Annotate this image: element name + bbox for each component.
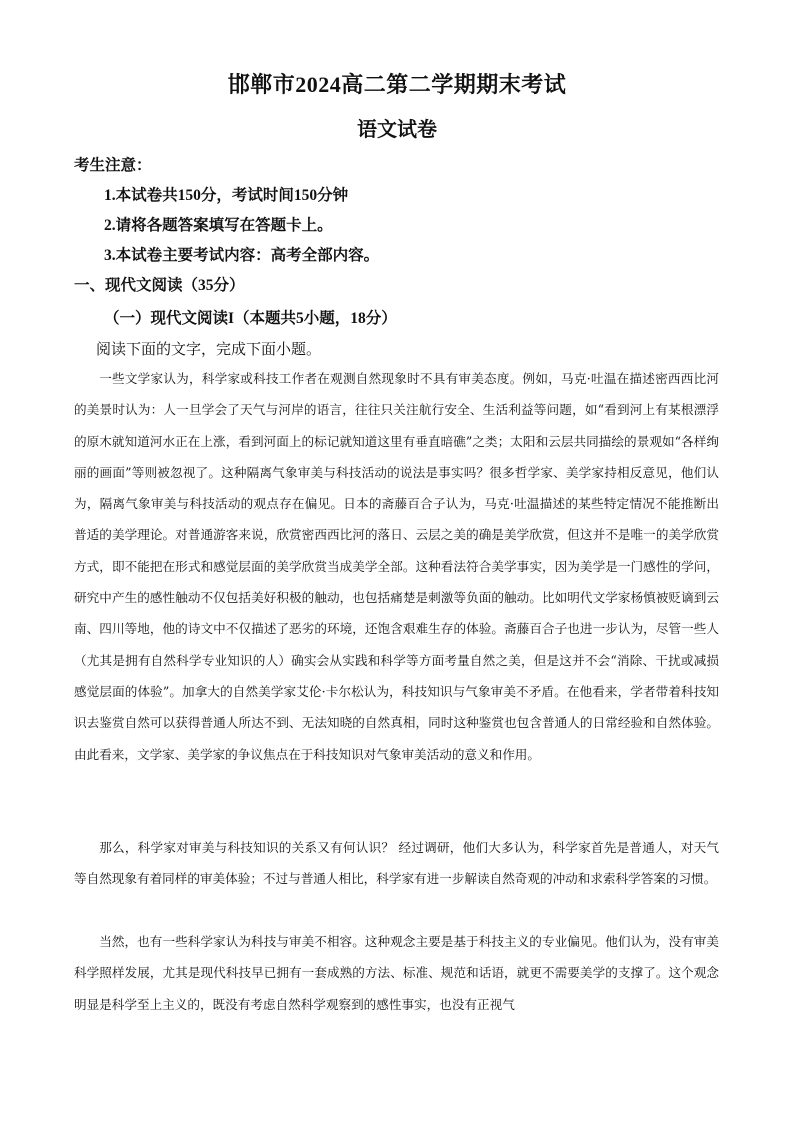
- article-paragraph-3: 当然，也有一些科学家认为科技与审美不相容。这种观念主要是基于科技主义的专业偏见。他们认为，没有审美科学照样发展，尤其是现代科技早已拥有一套成熟的方法、标准、规范和话语，就更不需要美学的支撑了。这个观念明显是科学至上主义的，既没有考虑自然科学观察到的感性事实，也没有正视气: [74, 934, 719, 1012]
- section-heading: 一、现代文阅读（35分）: [74, 277, 245, 294]
- notice-heading: 考生注意：: [74, 157, 152, 174]
- exam-title: 邯郸市2024高二第二学期期末考试: [227, 72, 567, 97]
- section-subheading: （一）现代文阅读I（本题共5小题，18分）: [104, 310, 397, 327]
- reading-instruction: 阅读下面的文字，完成下面小题。: [96, 342, 322, 358]
- notice-item-3: 3.本试卷主要考试内容：高考全部内容。: [104, 247, 380, 264]
- article-paragraph-2: 那么，科学家对审美与科技知识的关系又有何认识？ 经过调研，他们大多认为，科学家首先是普通人，对天气等自然现象有着同样的审美体验；不过与普通人相比，科学家有进一步解读自然奇观的冲动和求索科学答案的习惯。: [74, 840, 719, 887]
- notice-item-1: 1.本试卷共150分，考试时间150分钟: [104, 187, 349, 204]
- exam-subtitle: 语文试卷: [357, 119, 437, 141]
- article-paragraph-1: 一些文学家认为，科学家或科技工作者在观测自然现象时不具有审美态度。例如，马克·吐温在描述密西西比河的美景时认为：人一旦学会了天气与河岸的语言，往往只关注航行安全、生活利益等问题，如“看到河上有某根漂浮的原木就知道河水正在上涨，看到河面上的标记就知道这里有垂直暗礁”之类；太阳和云层共同描绘的景观如“各样绚丽的画面”等则被忽视了。这种隔离气象审美与科技活动的说法是事实吗？很多哲学家、美学家持相反意见，他们认为，隔离气象审美与科技活动的观点存在偏见。日本的斋藤百合子认为，马克·吐温描述的某些特定情况不能推断出普适的美学理论。对普通游客来说，欣赏密西西比河的落日、云层之美的确是美学欣赏，但这并不是唯一的美学欣赏方式，即不能把在形式和感觉层面的美学欣赏当成美学全部。这种看法符合美学事实，因为美学是一门感性的学问，研究中产生的感性触动不仅包括美好积极的触动，也包括痛楚是刺激等负面的触动。比如明代文学家杨慎被贬谪到云南、四川等地，他的诗文中不仅描述了恶劣的环境，还饱含艰难生存的体验。斋藤百合子也进一步认为，尽管一些人（尤其是拥有自然科学专业知识的人）确实会从实践和科学等方面考量自然之美，但是这并不会“消除、干扰或减损感觉层面的体验”。加拿大的自然美学家艾伦·卡尔松认为，科技知识与气象审美不矛盾。在他看来，学者带着科技知识去鉴赏自然可以获得普通人所达不到、无法知晓的自然真相，同时这种鉴赏也包含普通人的日常经验和自然体验。由此看来，文学家、美学家的争议焦点在于科技知识对气象审美活动的意义和作用。: [74, 371, 719, 762]
- notice-item-2: 2.请将各题答案填写在答题卡上。: [104, 217, 333, 234]
